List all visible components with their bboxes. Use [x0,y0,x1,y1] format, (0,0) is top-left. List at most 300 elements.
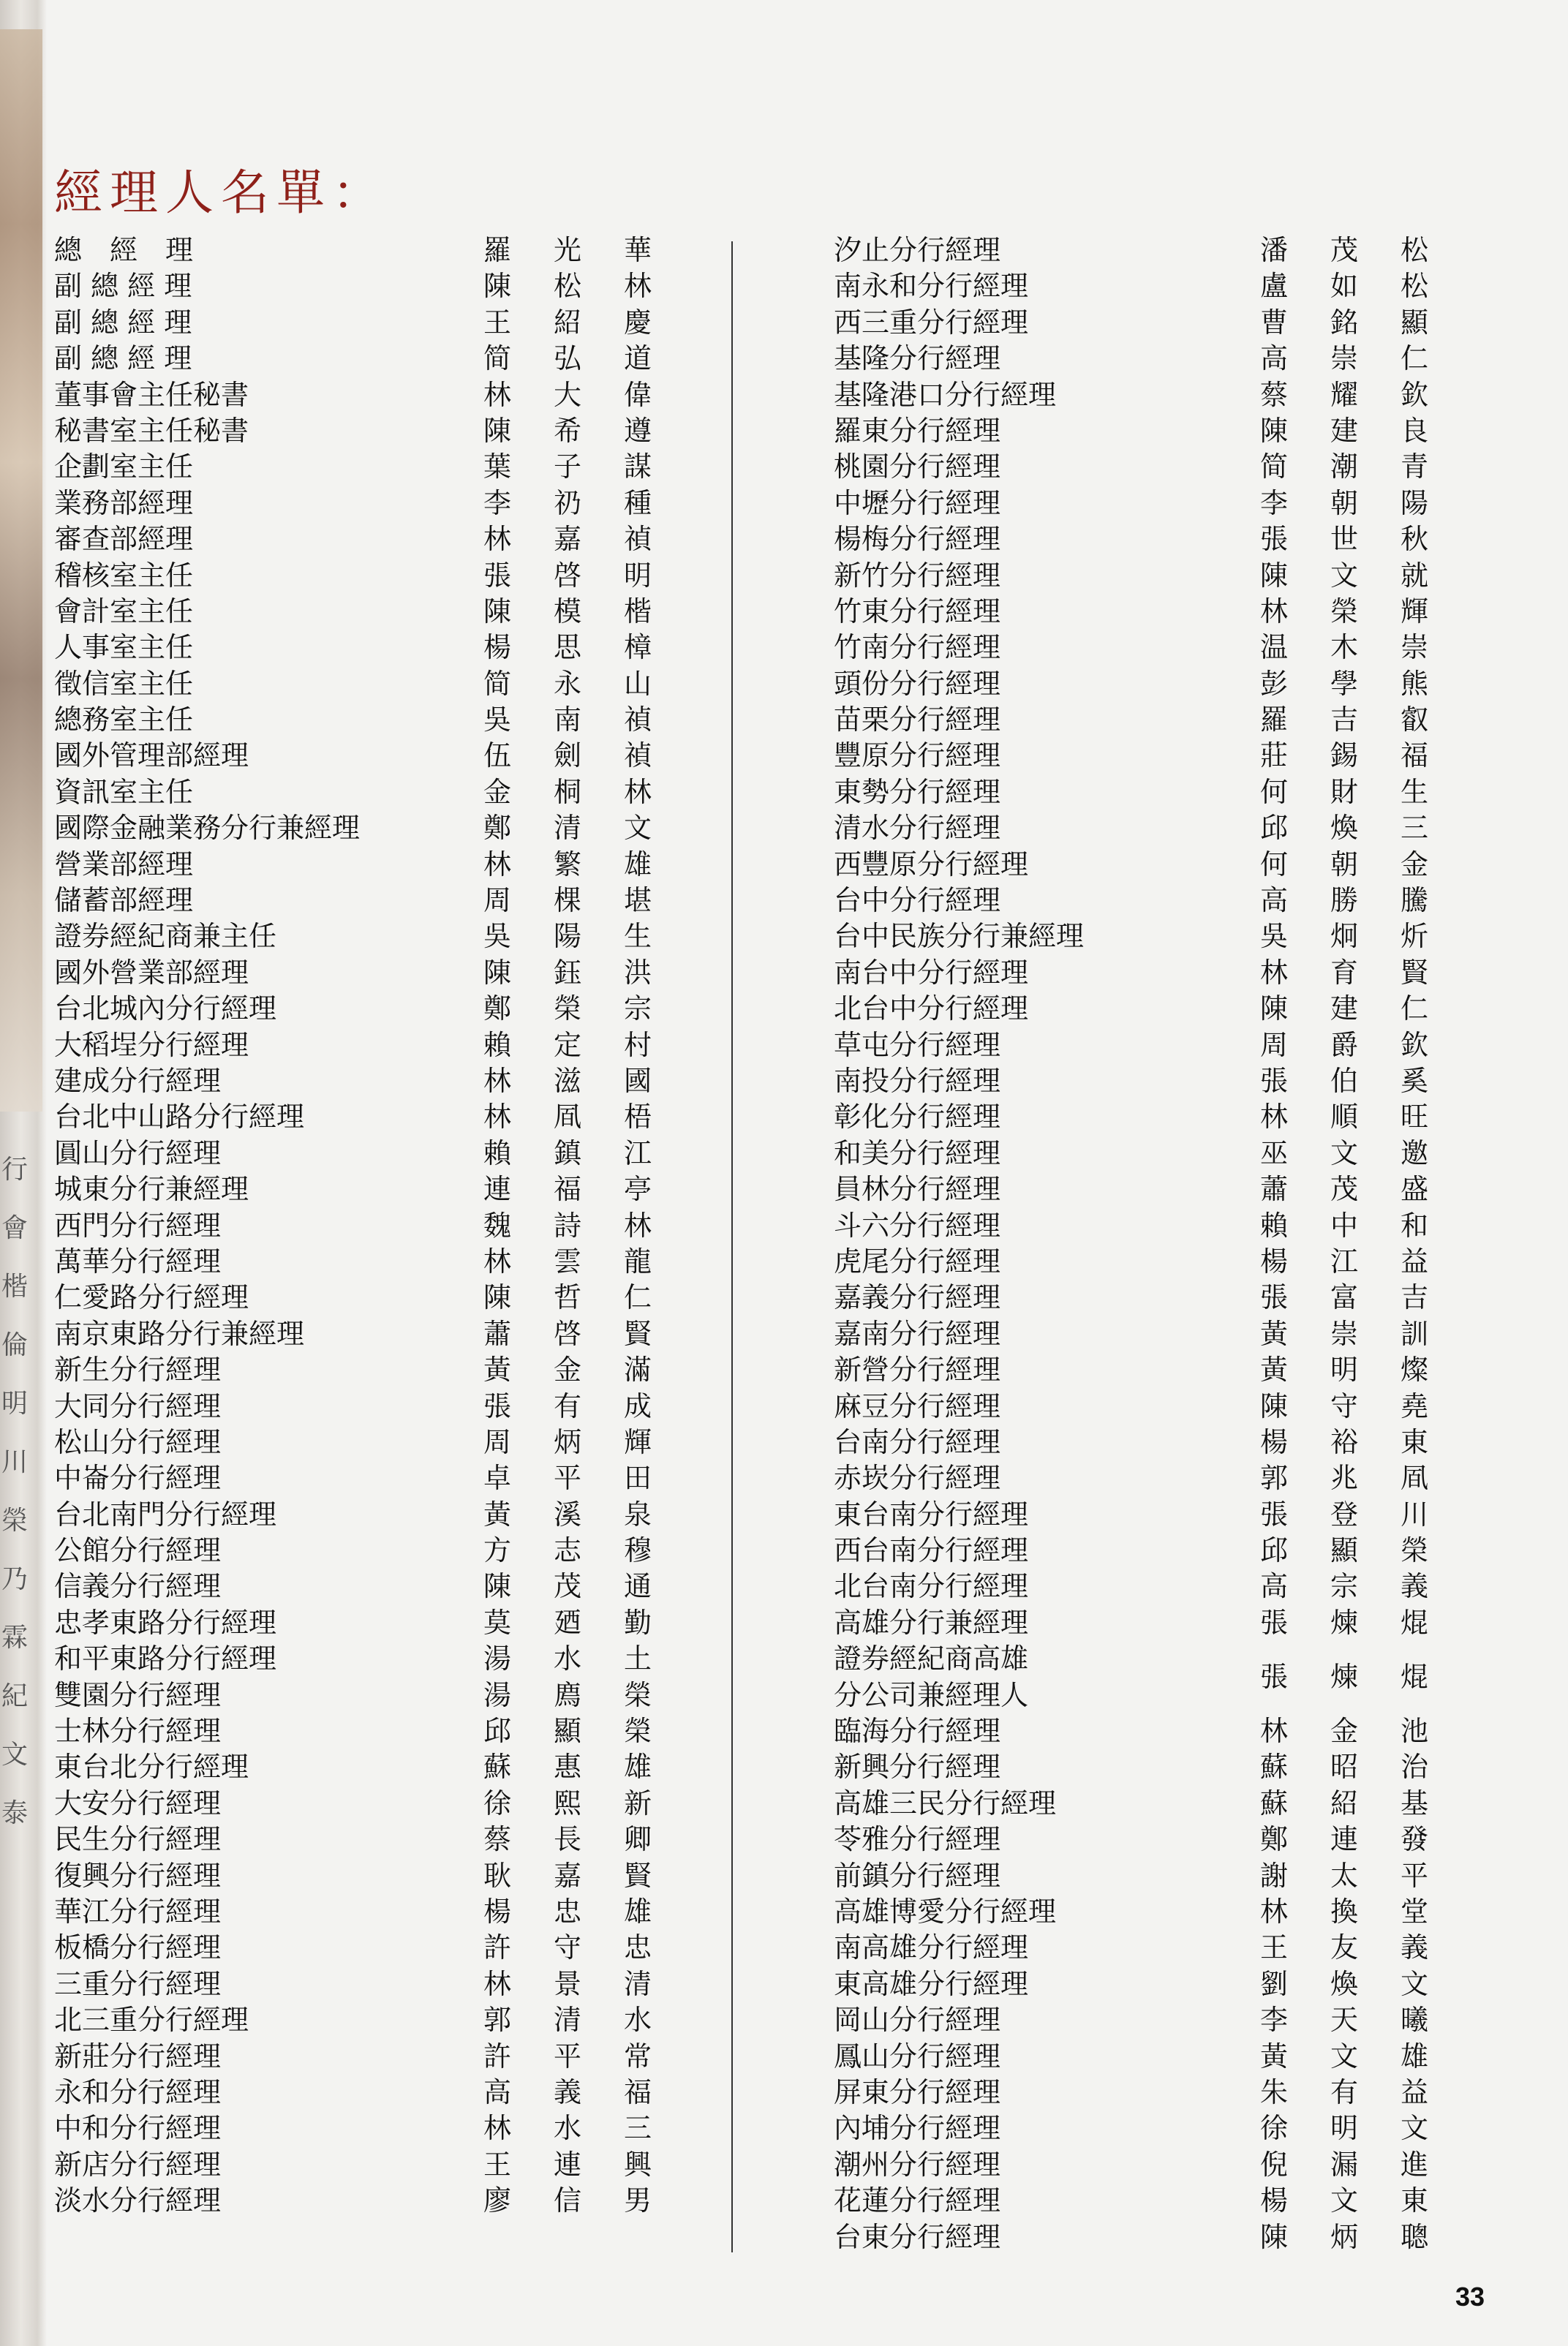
name-char: 高 [483,2075,511,2108]
name-char: 燦 [1400,1354,1428,1387]
manager-row [834,1930,1477,1966]
manager-row [834,233,1477,268]
name-char: 堂 [1400,1895,1428,1928]
name-char: 張 [1259,523,1288,556]
name-char: 志 [553,1534,581,1567]
manager-name [1239,883,1466,919]
name-char: 良 [1400,414,1428,447]
name-char: 嘉 [553,1859,581,1892]
name-char: 宗 [1330,1570,1358,1603]
position-title: 新營分行經理 [834,1354,1001,1387]
manager-row [54,1678,698,1713]
name-char: 炯 [1330,920,1358,953]
manager-name [462,1389,689,1425]
name-char: 滋 [553,1064,581,1097]
manager-row [54,486,698,521]
name-char: 楊 [483,631,511,664]
name-char: 林 [483,1101,511,1134]
manager-name [462,630,689,665]
name-char: 清 [553,2004,581,2037]
name-char: 炳 [553,1425,581,1458]
manager-row [834,1605,1477,1641]
position-title: 頭份分行經理 [834,667,1001,700]
position-title: 竹東分行經理 [834,595,1001,627]
spine-fragment: 紀 [1,1681,28,1711]
manager-name [462,955,689,991]
position-title: 國外管理部經理 [54,739,249,772]
manager-row [54,2002,698,2038]
name-char: 顯 [1400,306,1428,339]
manager-name [1239,1930,1466,1966]
name-char: 郭 [483,2004,511,2037]
name-char: 禎 [623,739,652,772]
manager-row [54,1605,698,1641]
name-char: 欽 [1400,1028,1428,1061]
name-char: 木 [1330,631,1358,664]
manager-name [462,1316,689,1352]
manager-name [462,1966,689,2002]
name-char: 吉 [1400,1281,1428,1314]
name-char: 朝 [1330,848,1358,880]
name-char: 輝 [623,1425,652,1458]
page-title: 經理人名單： [54,165,388,221]
name-char: 温 [1259,631,1288,664]
name-char: 凮 [553,1101,581,1134]
manager-row [834,1966,1477,2002]
manager-row [834,558,1477,594]
manager-name [1239,2219,1466,2255]
name-char: 友 [1330,1931,1358,1964]
name-char: 黃 [1259,2040,1288,2072]
name-char: 亭 [623,1173,652,1206]
name-char: 建 [1330,992,1358,1025]
name-char: 煥 [1330,1967,1358,2000]
name-char: 榮 [623,1715,652,1748]
name-char: 林 [483,523,511,556]
name-char: 黃 [1259,1354,1288,1387]
manager-name [462,1280,689,1316]
manager-name [462,449,689,485]
position-title: 前鎮分行經理 [834,1859,1001,1892]
name-char: 楷 [623,595,652,627]
manager-name [1239,1172,1466,1207]
name-char: 清 [553,812,581,845]
manager-row [54,1533,698,1569]
name-char: 繁 [553,848,581,880]
position-title: 圓山分行經理 [54,1136,222,1169]
name-char: 子 [553,450,581,483]
name-char: 忠 [553,1895,581,1928]
name-char: 聰 [1400,2220,1428,2253]
position-title: 副 總 經 理 [54,270,192,303]
name-char: 水 [553,1642,581,1675]
manager-row [54,305,698,341]
name-char: 楊 [1259,1245,1288,1278]
name-char: 郭 [1259,1462,1288,1495]
manager-name [1239,2147,1466,2183]
position-title: 台北南門分行經理 [54,1498,277,1531]
manager-row [54,702,698,738]
name-char: 吉 [1330,704,1358,736]
manager-row [834,1533,1477,1569]
position-title: 新興分行經理 [834,1751,1001,1784]
name-char: 生 [1400,775,1428,808]
manager-name [462,1605,689,1641]
name-char: 雲 [553,1245,581,1278]
name-char: 勤 [623,1606,652,1639]
name-char: 蘇 [1259,1751,1288,1784]
spine-fragment: 行會 [1,1155,28,1243]
position-title: 楊梅分行經理 [834,523,1001,556]
position-title: 台北中山路分行經理 [54,1101,305,1134]
name-char: 明 [1330,2112,1358,2145]
position-title: 東勢分行經理 [834,775,1001,808]
name-char: 湯 [483,1678,511,1711]
manager-row [834,2039,1477,2075]
name-char: 泉 [623,1498,652,1531]
position-title: 人事室主任 [54,631,194,664]
name-char: 周 [483,884,511,917]
name-char: 湯 [483,1642,511,1675]
manager-row [834,2075,1477,2111]
name-char: 榮 [553,992,581,1025]
position-title: 高雄分行兼經理 [834,1606,1029,1639]
manager-name [1239,1316,1466,1352]
spine-text-fragments [0,1141,29,1843]
spine-fragment: 明 [1,1389,28,1419]
name-char: 盧 [1259,270,1288,303]
manager-name [1239,774,1466,810]
column-divider [731,241,733,2252]
name-char: 羅 [483,234,511,266]
name-char: 炳 [1330,2220,1358,2253]
name-char: 劍 [553,739,581,772]
name-char: 義 [553,2075,581,2108]
name-char: 順 [1330,1101,1358,1134]
name-char: 林 [483,1064,511,1097]
manager-name [462,702,689,738]
manager-name [1239,268,1466,304]
position-title: 建成分行經理 [54,1064,222,1097]
name-char: 倪 [1259,2148,1288,2181]
name-char: 宗 [623,992,652,1025]
name-char: 登 [1330,1498,1358,1531]
name-char: 新 [623,1787,652,1819]
name-char: 崇 [1400,631,1428,664]
manager-row [834,1497,1477,1533]
manager-row [54,1930,698,1966]
position-title: 苓雅分行經理 [834,1823,1001,1856]
manager-row [54,847,698,883]
spine-fragment: 楷 [1,1272,28,1302]
position-title: 嘉義分行經理 [834,1281,1001,1314]
manager-name [462,1822,689,1857]
name-char: 周 [483,1425,511,1458]
name-char: 吳 [483,704,511,736]
name-char: 蔡 [1259,378,1288,411]
position-title: 西豐原分行經理 [834,848,1029,880]
position-title: 和美分行經理 [834,1136,1001,1169]
manager-name [462,1027,689,1063]
position-title: 內埔分行經理 [834,2112,1001,2145]
manager-row [834,1244,1477,1280]
manager-name [462,413,689,449]
name-char: 廖 [483,2184,511,2217]
manager-row [54,1172,698,1207]
position-title: 汐止分行經理 [834,234,1001,266]
name-char: 林 [483,1967,511,2000]
manager-row [54,1786,698,1822]
name-char: 文 [1330,1136,1358,1169]
name-char: 陳 [1259,2220,1288,2253]
name-char: 莊 [1259,739,1288,772]
position-title: 秘書室主任秘書 [54,414,249,447]
name-char: 種 [623,486,652,519]
position-title: 桃園分行經理 [834,450,1001,483]
name-char: 長 [553,1823,581,1856]
manager-row [54,449,698,485]
name-char: 生 [623,920,652,953]
name-char: 紹 [553,306,581,339]
name-char: 蘇 [1259,1787,1288,1819]
name-char: 林 [623,775,652,808]
manager-row [834,305,1477,341]
position-title: 南永和分行經理 [834,270,1029,303]
position-title: 稽核室主任 [54,559,194,592]
manager-row [54,2039,698,2075]
name-char: 陽 [1400,486,1428,519]
manager-row [834,1641,1477,1713]
manager-row [54,1063,698,1099]
manager-name [1239,1894,1466,1930]
name-char: 堯 [1400,1389,1428,1422]
manager-name [462,2075,689,2111]
name-char: 有 [553,1389,581,1422]
name-char: 林 [483,1245,511,1278]
name-char: 水 [623,2004,652,2037]
name-char: 賢 [623,1859,652,1892]
name-char: 許 [483,1931,511,1964]
name-char: 金 [483,775,511,808]
position-title: 副 總 經 理 [54,342,192,375]
name-char: 大 [553,378,581,411]
manager-name [462,1099,689,1135]
manager-name [1239,1352,1466,1388]
manager-row [834,449,1477,485]
name-char: 兆 [1330,1462,1358,1495]
manager-row [834,702,1477,738]
manager-row [54,738,698,774]
manager-row [54,2111,698,2146]
name-char: 如 [1330,270,1358,303]
name-char: 有 [1330,2075,1358,2108]
name-char: 蕭 [483,1317,511,1350]
name-char: 林 [623,270,652,303]
name-char: 許 [483,2040,511,2072]
manager-name [1239,1208,1466,1244]
name-char: 雄 [623,848,652,880]
name-char: 忠 [623,1931,652,1964]
name-char: 茂 [553,1570,581,1603]
position-title: 彰化分行經理 [834,1101,1001,1134]
name-char: 崇 [1330,342,1358,375]
manager-name [462,2039,689,2075]
position-title: 高雄三民分行經理 [834,1787,1057,1819]
position-title: 大稻埕分行經理 [54,1028,249,1061]
name-char: 水 [553,2112,581,2145]
manager-name [1239,377,1466,413]
manager-name [462,521,689,557]
manager-row [54,991,698,1027]
position-title: 松山分行經理 [54,1425,222,1458]
manager-name [1239,630,1466,665]
manager-name [462,1352,689,1388]
position-title: 西三重分行經理 [834,306,1029,339]
position-title: 徵信室主任 [54,667,194,700]
name-char: 常 [623,2040,652,2072]
name-char: 煉 [1330,1606,1358,1639]
name-char: 林 [483,848,511,880]
name-char: 熊 [1400,667,1428,700]
manager-row [834,1822,1477,1857]
manager-row [54,1713,698,1749]
name-char: 錫 [1330,739,1358,772]
manager-name [1239,2075,1466,2111]
name-char: 清 [623,1967,652,2000]
name-char: 莫 [483,1606,511,1639]
manager-row [54,1352,698,1388]
name-char: 松 [553,270,581,303]
position-title: 業務部經理 [54,486,194,519]
name-char: 偉 [623,378,652,411]
name-char: 啓 [553,559,581,592]
manager-row [834,377,1477,413]
manager-name [1239,1569,1466,1604]
manager-row [834,1460,1477,1496]
name-char: 高 [1259,884,1288,917]
name-char: 禎 [623,523,652,556]
position-title: 台東分行經理 [834,2220,1001,2253]
name-char: 田 [623,1462,652,1495]
name-char: 仁 [623,1281,652,1314]
position-title: 淡水分行經理 [54,2184,222,2217]
manager-row [54,774,698,810]
name-char: 榮 [1330,595,1358,627]
name-char: 邱 [1259,812,1288,845]
manager-row [834,847,1477,883]
spine-photo [0,29,42,1112]
manager-name [462,883,689,919]
manager-name [1239,449,1466,485]
manager-row [54,1497,698,1533]
manager-row [834,1316,1477,1352]
name-char: 富 [1330,1281,1358,1314]
name-char: 三 [1400,812,1428,845]
name-char: 啓 [553,1317,581,1350]
name-char: 高 [1259,1570,1288,1603]
manager-name [462,991,689,1027]
position-title: 企劃室主任 [54,450,194,483]
manager-row [54,594,698,630]
name-char: 堪 [623,884,652,917]
position-title: 信義分行經理 [54,1570,222,1603]
name-char: 陳 [1259,992,1288,1025]
manager-row [54,521,698,557]
name-char: 男 [623,2184,652,2217]
name-char: 訓 [1400,1317,1428,1350]
manager-name [1239,1389,1466,1425]
position-title: 華江分行經理 [54,1895,222,1928]
position-title: 竹南分行經理 [834,631,1001,664]
manager-row [54,558,698,594]
name-char: 漏 [1330,2148,1358,2181]
position-title: 東高雄分行經理 [834,1967,1029,2000]
position-title: 副 總 經 理 [54,306,192,339]
manager-row [834,919,1477,954]
name-char: 益 [1400,2075,1428,2108]
position-title: 中和分行經理 [54,2112,222,2145]
manager-name [1239,919,1466,954]
name-char: 江 [1330,1245,1358,1278]
position-title: 董事會主任秘書 [54,378,249,411]
manager-row [834,1352,1477,1388]
name-char: 葉 [483,450,511,483]
position-title: 臨海分行經理 [834,1715,1001,1748]
name-char: 和 [1400,1209,1428,1242]
manager-name [462,233,689,268]
manager-row [834,991,1477,1027]
name-char: 定 [553,1028,581,1061]
spine-fragment: 倫 [1,1330,28,1360]
manager-row [834,1063,1477,1099]
name-char: 蘇 [483,1751,511,1784]
name-char: 山 [623,667,652,700]
name-char: 賴 [1259,1209,1288,1242]
name-char: 育 [1330,956,1358,989]
name-char: 中 [1330,1209,1358,1242]
name-char: 曦 [1400,2004,1428,2037]
name-char: 明 [623,559,652,592]
position-title: 中壢分行經理 [834,486,1001,519]
manager-row [834,1027,1477,1063]
name-char: 吳 [1259,920,1288,953]
spine-fragment: 文 [1,1740,28,1770]
name-char: 進 [1400,2148,1428,2181]
name-char: 蕭 [1259,1173,1288,1206]
position-title: 清水分行經理 [834,812,1001,845]
name-char: 龍 [623,1245,652,1278]
name-char: 王 [483,2148,511,2181]
name-char: 王 [1259,1931,1288,1964]
position-title: 岡山分行經理 [834,2004,1001,2037]
name-char: 江 [623,1136,652,1169]
position-title: 新店分行經理 [54,2148,222,2181]
position-title: 南投分行經理 [834,1064,1001,1097]
position-title: 東台南分行經理 [834,1498,1029,1531]
manager-name [462,1244,689,1280]
page-number: 33 [1455,2282,1485,2312]
name-char: 茂 [1330,234,1358,266]
manager-name [1239,847,1466,883]
position-title: 城東分行兼經理 [54,1173,249,1206]
name-char: 徐 [483,1787,511,1819]
manager-row [54,666,698,702]
name-char: 鈺 [553,956,581,989]
name-char: 李 [1259,486,1288,519]
position-title: 新竹分行經理 [834,559,1001,592]
manager-name [462,377,689,413]
position-title: 南高雄分行經理 [834,1931,1029,1964]
